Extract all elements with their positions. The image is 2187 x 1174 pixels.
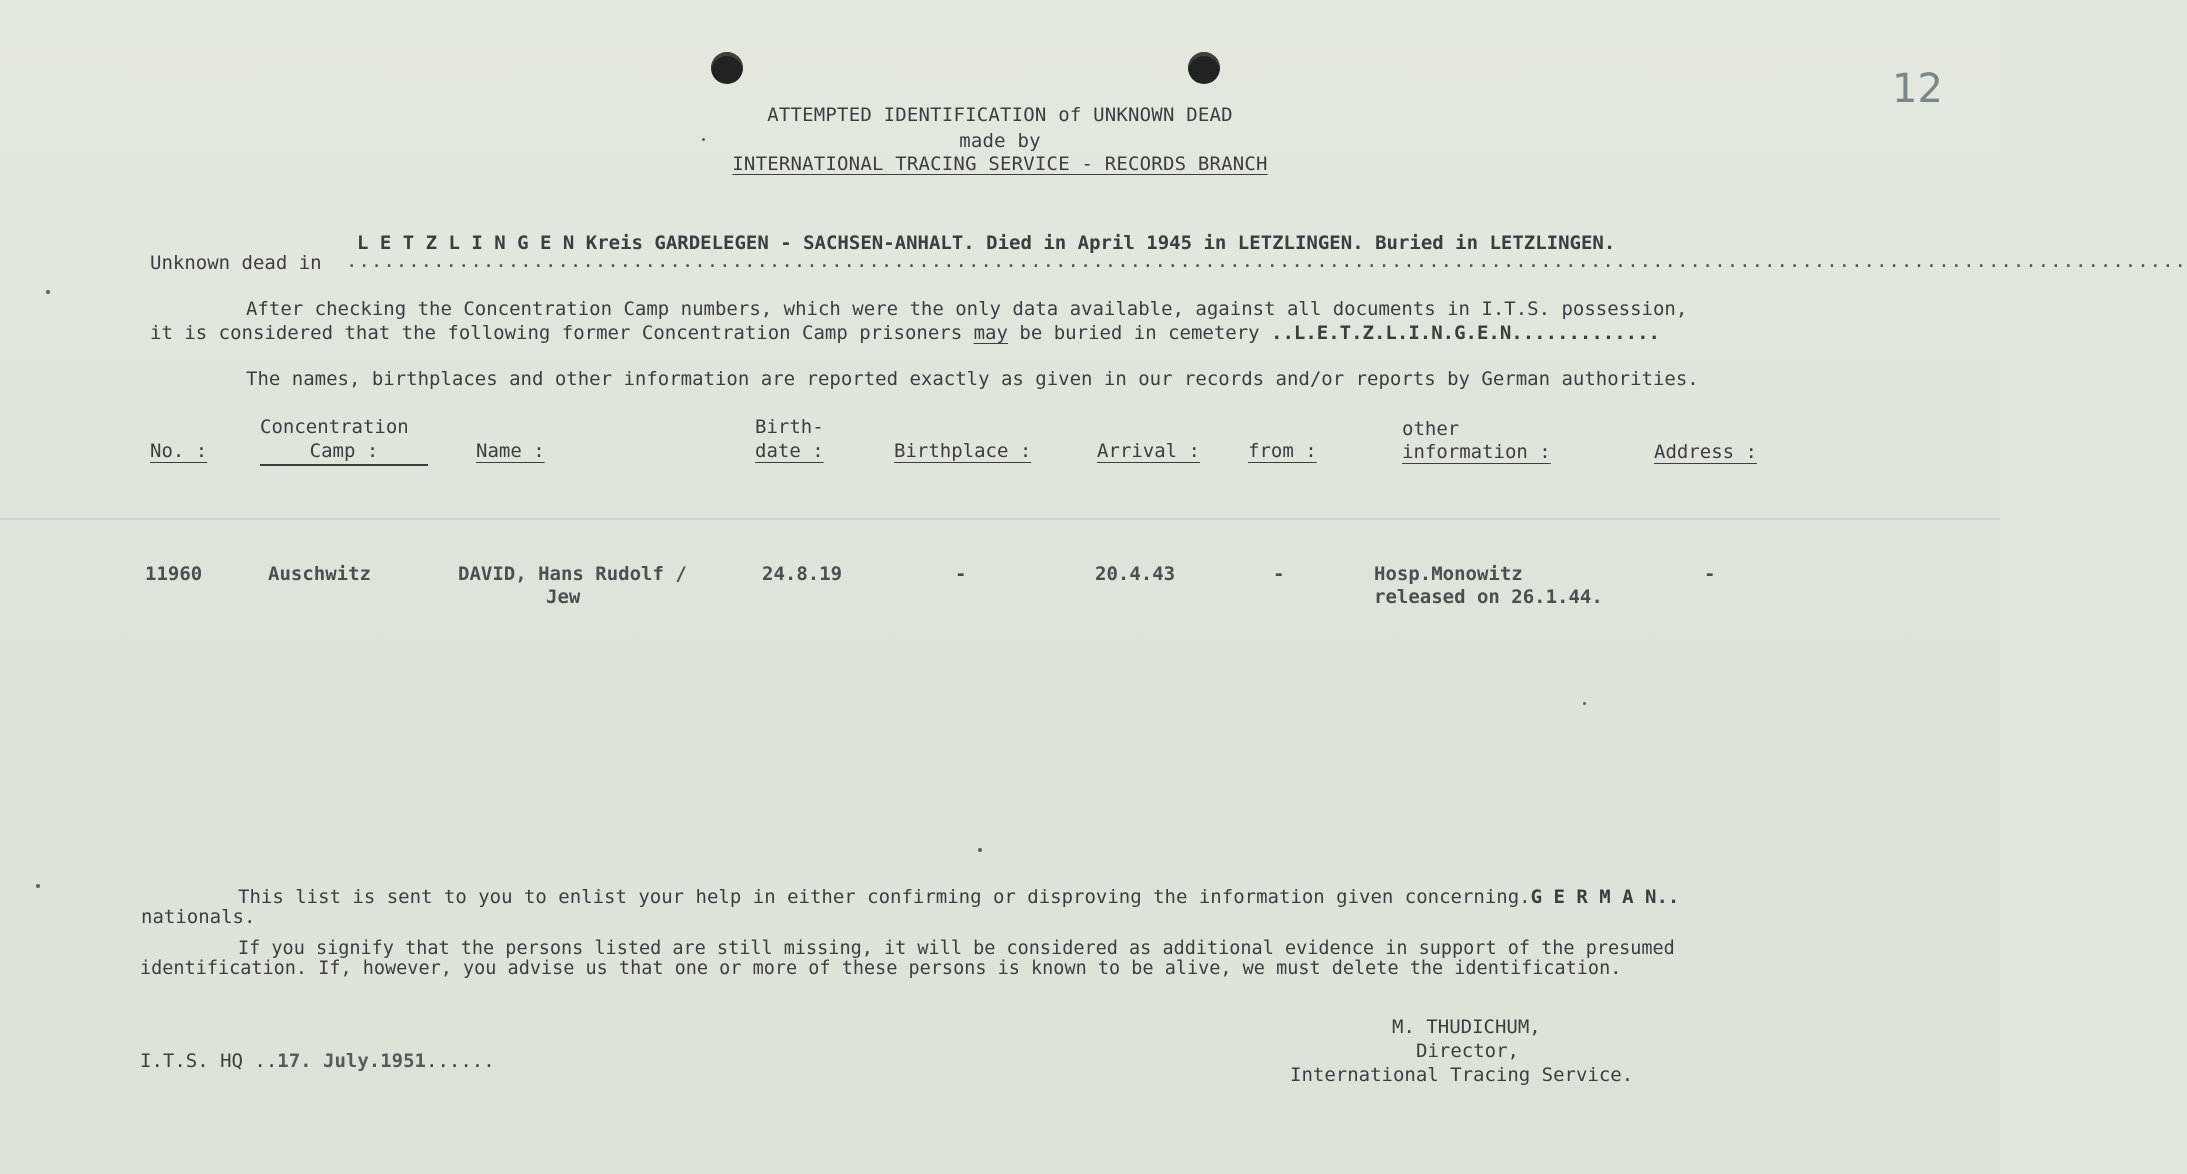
footer-paragraph2-line1: If you signify that the persons listed are still missing, it will be considered as additional evidence in support of the presumed [238, 938, 1675, 959]
row-birthplace: - [955, 563, 967, 585]
location-label: Unknown dead in [150, 252, 322, 274]
column-birthplace: Birthplace : [894, 440, 1032, 462]
row-camp: Auschwitz [268, 563, 371, 585]
table-divider [0, 518, 2000, 520]
cemetery-name: ..L.E.T.Z.L.I.N.G.E.N............. [1271, 322, 1660, 344]
hq-line: I.T.S. HQ ..17. July.1951...... [140, 1050, 495, 1072]
column-camp: Camp : [260, 440, 428, 466]
page-number: 12 [1892, 66, 1943, 112]
column-from: from : [1248, 440, 1317, 462]
row-name: DAVID, Hans Rudolf / [458, 563, 687, 585]
paragraph2: The names, birthplaces and other information are reported exactly as given in our records and/or reports by German authorities. [246, 368, 1699, 390]
punch-hole-right [1188, 52, 1220, 84]
row-from: - [1273, 563, 1285, 585]
column-address: Address : [1654, 441, 1757, 463]
nationality: G E R M A N.. [1530, 886, 1680, 908]
row-other: Hosp.Monowitz [1374, 563, 1523, 585]
footer-paragraph1-line2: nationals. [141, 906, 256, 928]
title-line-2: made by [959, 130, 1041, 152]
title-line-3: INTERNATIONAL TRACING SERVICE - RECORDS BRANCH [732, 153, 1268, 175]
column-camp-top: Concentration [260, 416, 409, 438]
signer-title: Director, [1416, 1040, 1519, 1062]
row-name-note: Jew [546, 586, 581, 608]
column-birthdate: date : [755, 440, 824, 462]
row-other-line2: released on 26.1.44. [1374, 586, 1603, 608]
signer-organization: International Tracing Service. [1290, 1064, 1634, 1086]
column-name: Name : [476, 440, 545, 462]
column-no: No. : [150, 440, 208, 462]
paragraph1-line1: After checking the Concentration Camp numbers, which were the only data available, against all documents in I.T.S. possession, [246, 298, 1688, 320]
column-birthdate-top: Birth- [755, 416, 824, 438]
row-arrival: 20.4.43 [1095, 563, 1176, 585]
location-typed: L E T Z L I N G E N Kreis GARDELEGEN - SACHSEN-ANHALT. Died in April 1945 in LETZLINGEN. Buried in LETZLINGEN. [357, 232, 1616, 254]
hq-date: 17. July.1951 [277, 1050, 426, 1072]
row-no: 11960 [145, 563, 203, 585]
punch-hole-left [711, 52, 743, 84]
footer-paragraph1-line1: This list is sent to you to enlist your help in either confirming or disproving the information given concerning.G E R M A N.. [238, 886, 1680, 908]
paragraph1-line2: it is considered that the following former Concentration Camp prisoners may be buried in cemetery ..L.E.T.Z.L.I.N.G.E.N............. [150, 322, 1660, 344]
signer-name: M. THUDICHUM, [1392, 1016, 1541, 1038]
row-birthdate: 24.8.19 [762, 563, 843, 585]
row-address: - [1704, 563, 1716, 585]
footer-paragraph2-line2: identification. If, however, you advise us that one or more of these persons is known to be alive, we must delete the identification. [140, 958, 1622, 979]
column-other: information : [1402, 441, 1551, 463]
column-other-top: other [1402, 418, 1460, 440]
column-arrival: Arrival : [1097, 440, 1200, 462]
location-dotted-line: .................................................................................................................................................... [346, 250, 2187, 272]
title-line-1: ATTEMPTED IDENTIFICATION of UNKNOWN DEAD [767, 104, 1233, 126]
